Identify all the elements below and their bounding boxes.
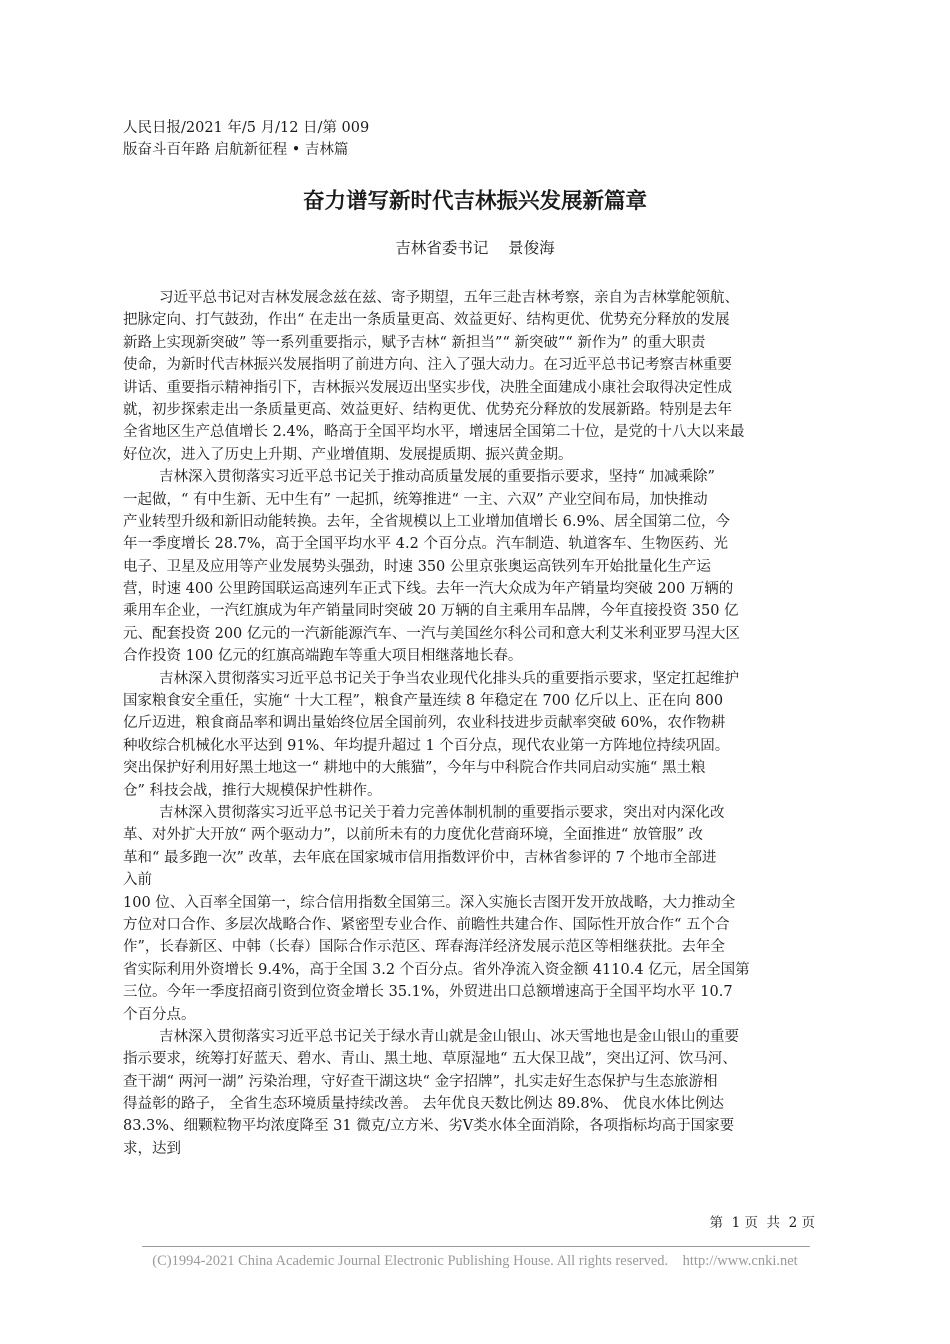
paragraph-line: 吉林深入贯彻落实习近平总书记关于推动高质量发展的重要指示要求，坚持“ 加减乘除” [159, 469, 715, 486]
paragraph-line: 亿斤迈进，粮食商品率和调出量始终位居全国前列，农业科技进步贡献率突破 60%，农作物耕 [123, 715, 726, 732]
paragraph-line: 吉林深入贯彻落实习近平总书记关于争当农业现代化排头兵的重要指示要求，坚定扛起维护 [159, 670, 739, 687]
paragraph-line: 讲话、重要指示精神指引下，吉林振兴发展迈出坚实步伐，决胜全面建成小康社会取得决定性成 [123, 379, 732, 396]
paragraph-line: 仓” 科技会战，推行大规模保护性耕作。 [123, 782, 382, 799]
source-line-1: 人民日报/2021 年/5 月/12 日/第 009 [123, 120, 370, 136]
paragraph-line: 好位次，进入了历史上升期、产业增值期、发展提质期、振兴黄金期。 [123, 446, 573, 463]
paragraph-line: 革、对外扩大开放“ 两个驱动力”，以前所未有的力度优化营商环境，全面推进“ 放管服” 改 [123, 827, 703, 844]
footer-divider [142, 1246, 810, 1247]
paragraph-line: 入前 [123, 872, 152, 889]
paragraph-line: 合作投资 100 亿元的红旗高端跑车等重大项目相继落地长春。 [123, 648, 523, 665]
paragraph-line: 把脉定向、打气鼓劲，作出“ 在走出一条质量更高、效益更好、结构更优、优势充分释放的发展 [123, 312, 730, 329]
paragraph-line: 使命，为新时代吉林振兴发展指明了前进方向、注入了强大动力。在习近平总书记考察吉林重要 [123, 357, 732, 374]
paragraph-line: 查干湖“ 两河一湖” 污染治理，守好查干湖这块“ 金字招牌”，扎实走好生态保护与生态旅游相 [123, 1073, 718, 1090]
paragraph-line: 营，时速 400 公里跨国联运高速列车正式下线。去年一汽大众成为年产销量均突破 200 万辆的 [123, 581, 734, 598]
paragraph-line: 100 位、入百率全国第一，综合信用指数全国第三。深入实施长吉图开发开放战略，大力推动全 [123, 894, 736, 911]
paragraph-line: 全省地区生产总值增长 2.4%，略高于全国平均水平，增速居全国第二十位，是党的十八大以来最 [123, 424, 745, 441]
page-number: 第 1 页 共 2 页 [709, 1215, 815, 1231]
paragraph-line: 革和“ 最多跑一次” 改革，去年底在国家城市信用指数评价中，吉林省参评的 7 个地市全部进 [123, 849, 717, 866]
paragraph-line: 三位。今年一季度招商引资到位资金增长 35.1%，外贸进出口总额增速高于全国平均水平 10.7 [123, 984, 733, 1001]
article-paragraph [123, 287, 843, 466]
paragraph-line: 年一季度增长 28.7%，高于全国平均水平 4.2 个百分点。汽车制造、轨道客车、生物医药、光 [123, 536, 728, 553]
copyright-notice: (C)1994-2021 China Academic Journal Electronic Publishing House. All rights reserved. http://www.cnki.net [152, 1253, 798, 1269]
paragraph-line: 作”，长春新区、中韩（长春）国际合作示范区、珲春海洋经济发展示范区等相继获批。去年全 [123, 939, 725, 956]
paragraph-line: 种收综合机械化水平达到 91%、年均提升超过 1 个百分点，现代农业第一方阵地位持续巩固。 [123, 737, 730, 754]
paragraph-line: 产业转型升级和新旧动能转换。去年，全省规模以上工业增加值增长 6.9%、居全国第二位，今 [123, 513, 730, 530]
article-paragraph [123, 668, 843, 802]
paragraph-line: 吉林深入贯彻落实习近平总书记关于着力完善体制机制的重要指示要求，突出对内深化改 [159, 804, 725, 821]
paragraph-line: 得益彰的路子， 全省生态环境质量持续改善。 去年优良天数比例达 89.8%、 优良水体比例达 [123, 1096, 724, 1113]
paragraph-line: 就，初步探索走出一条质量更高、效益更好、结构更优、优势充分释放的发展新路。特别是去年 [123, 401, 732, 418]
article-paragraph [123, 802, 843, 1026]
paragraph-line: 吉林深入贯彻落实习近平总书记关于绿水青山就是金山银山、冰天雪地也是金山银山的重要 [159, 1028, 739, 1045]
paragraph-line: 一起做，“ 有中生新、无中生有” 一起抓，统筹推进“ 一主、六双” 产业空间布局，加快推动 [123, 491, 708, 508]
article-paragraph [123, 1026, 843, 1160]
paragraph-line: 国家粮食安全重任，实施“ 十大工程”，粮食产量连续 8 年稳定在 700 亿斤以上、正在向 800 [123, 693, 724, 710]
paragraph-line: 指示要求，统筹打好蓝天、碧水、青山、黑土地、草原湿地“ 五大保卫战”，突出辽河、饮马河、 [123, 1051, 737, 1068]
paragraph-line: 求，达到 [123, 1140, 181, 1157]
paragraph-line: 元、配套投资 200 亿元的一汽新能源汽车、一汽与美国丝尔科公司和意大利艾米利亚罗马涅大区 [123, 625, 740, 642]
article-body [123, 287, 843, 1160]
paragraph-line: 电子、卫星及应用等产业发展势头强劲，时速 350 公里京张奥运高铁列车开始批量化生产运 [123, 558, 711, 575]
source-line-2: 版奋斗百年路 启航新征程 • 吉林篇 [123, 142, 349, 158]
paragraph-line: 个百分点。 [123, 1006, 196, 1023]
article-paragraph [123, 466, 843, 668]
paragraph-line: 习近平总书记对吉林发展念兹在兹、寄予期望，五年三赴吉林考察，亲自为吉林掌舵领航、 [159, 290, 739, 306]
paragraph-line: 方位对口合作、多层次战略合作、紧密型专业合作、前瞻性共建合作、国际性开放合作“ 五个合 [123, 916, 730, 933]
article-author: 吉林省委书记 景俊海 [395, 239, 555, 257]
paragraph-line: 乘用车企业，一汽红旗成为年产销量同时突破 20 万辆的自主乘用车品牌，今年直接投资 350 亿 [123, 603, 739, 620]
paragraph-line: 省实际利用外资增长 9.4%，高于全国 3.2 个百分点。省外净流入资金额 4110.4 亿元，居全国第 [123, 961, 750, 978]
paragraph-line: 新路上实现新突破” 等一系列重要指示，赋予吉林“ 新担当”“ 新突破”“ 新作为” 的重大职责 [123, 334, 706, 351]
article-title: 奋力谱写新时代吉林振兴发展新篇章 [302, 189, 647, 214]
paragraph-line: 突出保护好利用好黑土地这一“ 耕地中的大熊猫”，今年与中科院合作共同启动实施“ 黑土粮 [123, 760, 706, 777]
paragraph-line: 83.3%、细颗粒物平均浓度降至 31 微克/立方米、劣Ⅴ类水体全面消除，各项指标均高于国家要 [123, 1118, 735, 1135]
